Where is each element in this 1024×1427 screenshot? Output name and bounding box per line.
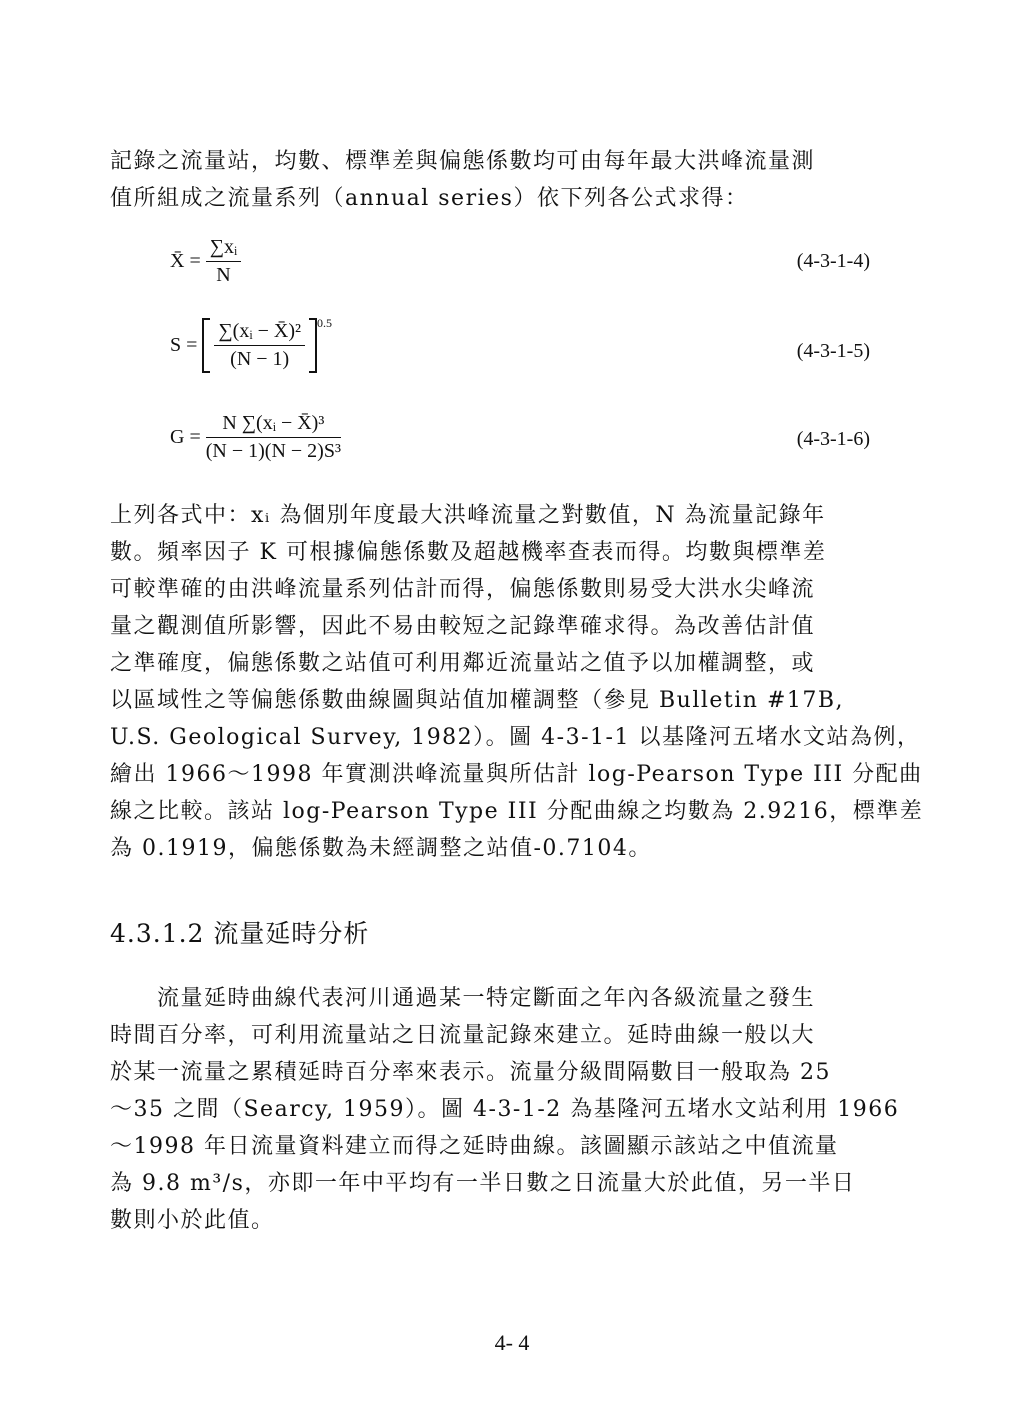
text-line: 於某一流量之累積延時百分率來表示。流量分級間隔數目一般取為 25 [110, 1060, 831, 1085]
equation-denominator: (N − 1) [230, 348, 290, 370]
text-line: 時間百分率，可利用流量站之日流量記錄來建立。延時曲線一般以大 [110, 1023, 816, 1048]
equation-mean [170, 236, 870, 290]
text-line: 值所組成之流量系列（annual series）依下列各公式求得： [110, 186, 749, 211]
text-line: ～35 之間（Searcy, 1959）。圖 4-3-1-2 為基隆河五堵水文站利用 1966 [110, 1097, 900, 1122]
text-line: 繪出 1966～1998 年實測洪峰流量與所估計 log-Pearson Type III 分配曲 [110, 762, 923, 787]
text-line: 之準確度，偏態係數之站值可利用鄰近流量站之值予以加權調整，或 [110, 651, 816, 676]
equation-std [170, 318, 870, 382]
paragraph-duration [110, 980, 900, 1239]
equation-numerator: ∑(xᵢ − X̄)² [214, 320, 305, 346]
page-number: 4- 4 [494, 1330, 530, 1355]
text-line: 可較準確的由洪峰流量系列估計而得，偏態係數則易受大洪水尖峰流 [110, 577, 816, 602]
equation-lhs: G = [170, 426, 201, 448]
text-line: 數。頻率因子 K 可根據偏態係數及超越機率查表而得。均數與標準差 [110, 540, 827, 565]
equation-fraction [206, 412, 341, 463]
equation-fraction [214, 320, 305, 371]
equation-lhs: S = [170, 334, 198, 356]
equation-number: (4-3-1-5) [796, 340, 870, 362]
text-line: 流量延時曲線代表河川通過某一特定斷面之年內各級流量之發生 [110, 986, 816, 1011]
equation-number: (4-3-1-6) [796, 428, 870, 450]
equation-bracket [202, 318, 317, 373]
equation-denominator: (N − 1)(N − 2)S³ [205, 440, 341, 462]
text-line: ～1998 年日流量資料建立而得之延時曲線。該圖顯示該站之中值流量 [110, 1134, 839, 1159]
text-line: 線之比較。該站 log-Pearson Type III 分配曲線之均數為 2.9216，標準差 [110, 799, 924, 824]
equation-number: (4-3-1-4) [796, 250, 870, 272]
equation-numerator: N ∑(xᵢ − X̄)³ [206, 412, 341, 438]
paragraph-explanation [110, 497, 924, 867]
text-line: 上列各式中：xᵢ 為個別年度最大洪峰流量之對數值，N 為流量記錄年 [110, 503, 826, 528]
text-line: 數則小於此值。 [110, 1208, 275, 1233]
section-heading: 4.3.1.2 流量延時分析 [110, 919, 370, 948]
text-line: 為 0.1919，偏態係數為未經調整之站值-0.7104。 [110, 836, 652, 861]
text-line: 以區域性之等偏態係數曲線圖與站值加權調整（參見 Bulletin #17B, [110, 688, 845, 713]
text-line: U.S. Geological Survey, 1982）。圖 4-3-1-1 以基隆河五堵水文站為例， [110, 725, 921, 750]
equation-exponent: 0.5 [316, 316, 332, 330]
equation-lhs: X̄ = [170, 250, 201, 272]
text-line: 記錄之流量站，均數、標準差與偏態係數均可由每年最大洪峰流量測 [110, 149, 816, 174]
equation-skew [170, 412, 870, 470]
equation-denominator: N [216, 264, 231, 286]
equation-numerator: ∑xᵢ [206, 236, 242, 262]
paragraph-intro [110, 143, 882, 217]
equation-fraction [206, 236, 242, 287]
text-line: 為 9.8 m³/s，亦即一年中平均有一半日數之日流量大於此值，另一半日 [110, 1171, 856, 1196]
text-line: 量之觀測值所影響，因此不易由較短之記錄準確求得。為改善估計值 [110, 614, 816, 639]
